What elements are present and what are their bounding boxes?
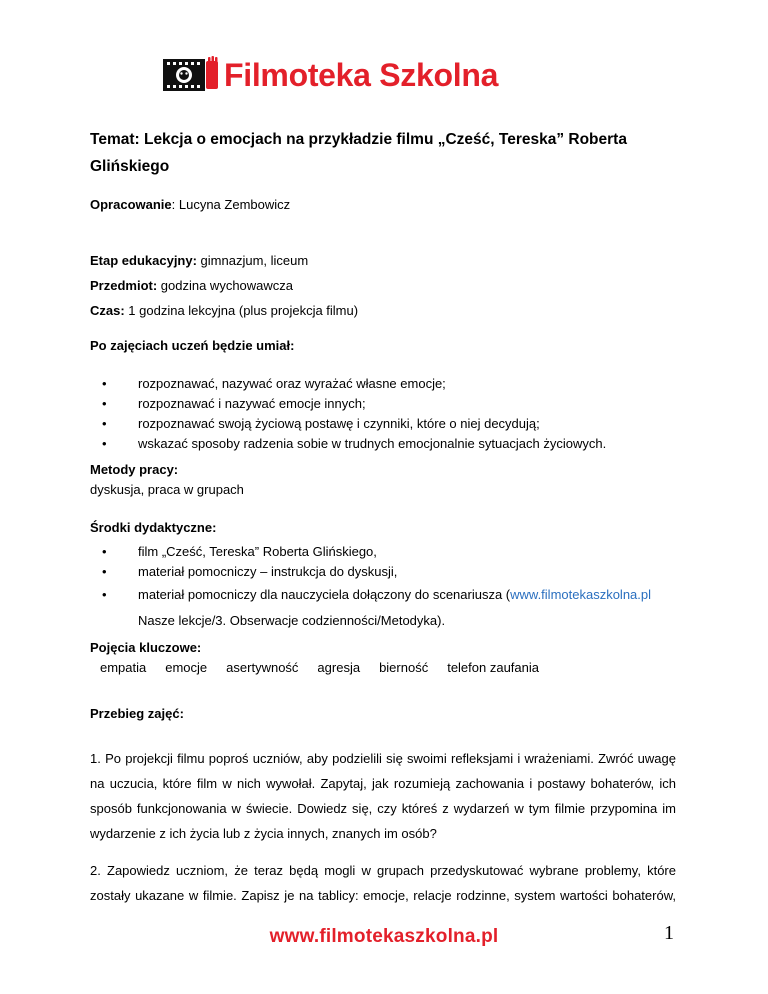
list-item bbox=[90, 582, 676, 634]
list-item: • rozpoznawać swoją życiową postawę i czynniki, które o niej decydują; bbox=[90, 414, 676, 434]
concept-term: emocje bbox=[165, 660, 208, 675]
media-item-text: materiał pomocniczy dla nauczyciela dołączony do scenariusza ( bbox=[138, 587, 511, 602]
concept-term: telefon zaufania bbox=[447, 660, 539, 675]
filmoteka-link[interactable]: www.filmotekaszkolna.pl bbox=[510, 587, 652, 602]
meta-label: Etap edukacyjny: bbox=[90, 253, 197, 268]
author-value: : Lucyna Zembowicz bbox=[171, 197, 291, 212]
page-number: 1 bbox=[664, 922, 674, 944]
concept-term: bierność bbox=[379, 660, 429, 675]
list-item: • materiał pomocniczy – instrukcja do dyskusji, bbox=[90, 562, 676, 582]
concept-term: empatia bbox=[100, 660, 147, 675]
meta-time bbox=[90, 301, 676, 321]
document-body bbox=[90, 126, 676, 908]
header-logo bbox=[162, 55, 498, 95]
list-item: • rozpoznawać, nazywać oraz wyrażać własne emocje; bbox=[90, 374, 676, 394]
methods-heading: Metody pracy: bbox=[90, 462, 179, 477]
lesson-title: Temat: Lekcja o emocjach na przykładzie filmu „Cześć, Tereska” Roberta Glińskiego bbox=[90, 131, 627, 175]
meta-value: godzina wychowawcza bbox=[157, 278, 294, 293]
media-heading: Środki dydaktyczne: bbox=[90, 520, 217, 535]
list-item: • film „Cześć, Tereska” Roberta Glińskiego, bbox=[90, 542, 676, 562]
media-item-path: Nasze lekcje/3. Obserwacje codzienności/Metodyka). bbox=[138, 613, 446, 628]
author-line bbox=[90, 195, 676, 215]
meta-value: gimnazjum, liceum bbox=[196, 253, 309, 268]
procedure-heading: Przebieg zajęć: bbox=[90, 706, 184, 721]
footer-url: www.filmotekaszkolna.pl bbox=[269, 926, 499, 947]
filmstrip-camera-icon bbox=[162, 55, 220, 95]
meta-label: Przedmiot: bbox=[90, 278, 158, 293]
meta-stage bbox=[90, 251, 676, 271]
list-item: • rozpoznawać i nazywać emocje innych; bbox=[90, 394, 676, 414]
meta-label: Czas: bbox=[90, 303, 125, 318]
concepts-heading: Pojęcia kluczowe: bbox=[90, 640, 202, 655]
goals-heading: Po zajęciach uczeń będzie umiał: bbox=[90, 338, 295, 353]
concept-term: asertywność bbox=[226, 660, 299, 675]
meta-value: 1 godzina lekcyjna (plus projekcja filmu) bbox=[124, 303, 359, 318]
list-item: • wskazać sposoby radzenia sobie w trudnych emocjonalnie sytuacjach życiowych. bbox=[90, 434, 676, 454]
meta-subject bbox=[90, 276, 676, 296]
goals-list bbox=[90, 374, 676, 454]
procedure-paragraph-1: 1. Po projekcji filmu poproś uczniów, aby podzielili się swoimi refleksjami i wrażeniami. Zwróć uwagę na uczucia, które film w nich wywołał. Zapytaj, jak rozumieją zachowania i postawy bohaterów, ich sposób funkcjonowania w świecie. Dowiedz się, czy któreś z wydarzeń w tym filmie przypomina im wydarzenie z ich życia lub z życia innych, znanych im osób? bbox=[90, 751, 676, 841]
methods-text: dyskusja, praca w grupach bbox=[90, 482, 244, 497]
concepts-row bbox=[90, 658, 676, 678]
procedure-paragraph-2: 2. Zapowiedz uczniom, że teraz będą mogli w grupach przedyskutować wybrane problemy, które zostały ukazane w filmie. Zapisz je na tablicy: emocje, relacje rodzinne, system wartości bohaterów, bbox=[90, 863, 676, 903]
author-label: Opracowanie bbox=[90, 197, 172, 212]
brand-name: Filmoteka Szkolna bbox=[224, 57, 499, 93]
concept-term: agresja bbox=[317, 660, 361, 675]
media-list bbox=[90, 542, 676, 634]
